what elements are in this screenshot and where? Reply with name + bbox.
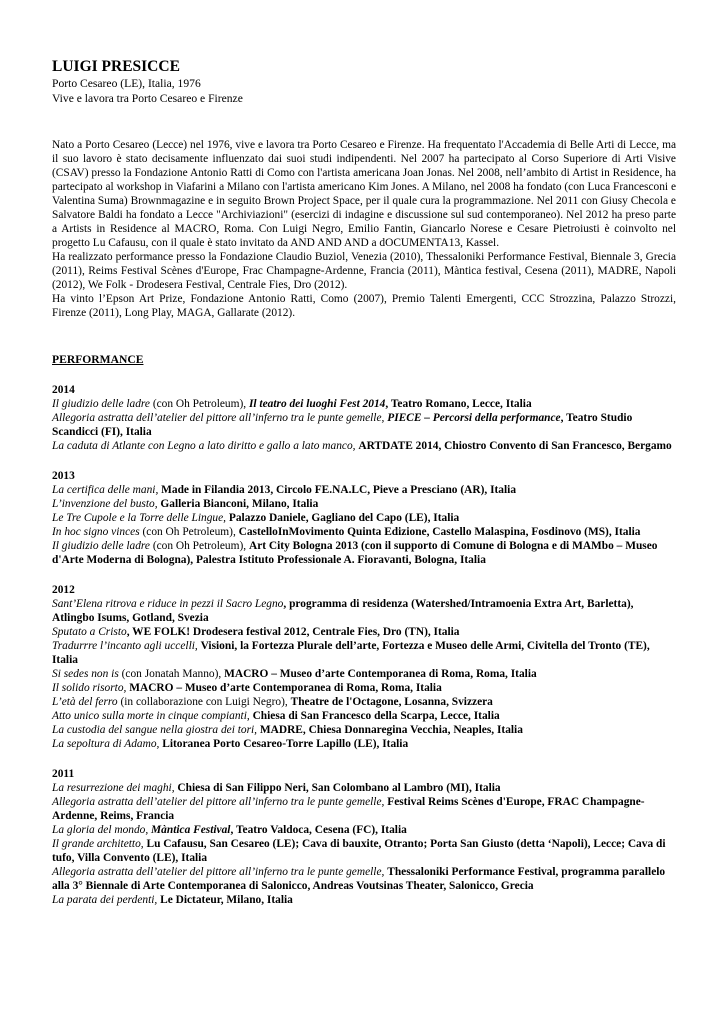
year-heading: 2013 bbox=[52, 470, 75, 482]
entry-text: La caduta di Atlante con Legno a lato diritto e gallo a lato manco, bbox=[52, 440, 359, 452]
performance-entry bbox=[52, 625, 676, 639]
entry-text: Allegoria astratta dell’atelier del pittore all’inferno tra le punte gemelle, bbox=[52, 412, 388, 424]
entry-text: Allegoria astratta dell’atelier del pittore all’inferno tra le punte gemelle, bbox=[52, 866, 388, 878]
performance-entry bbox=[52, 397, 676, 411]
performance-entry bbox=[52, 837, 676, 865]
entry-text: Màntica Festival bbox=[151, 824, 231, 836]
entry-text: , programma di residenza (Watershed/Intramoenia Extra Art, Barletta), Atlingbo Isums, Gotland, Svezia bbox=[52, 598, 634, 624]
entry-text: La custodia del sangue nella giostra dei tori, bbox=[52, 724, 260, 736]
entry-text: Theatre de l'Octagone, Losanna, Svizzera bbox=[290, 696, 493, 708]
performance-entry bbox=[52, 597, 676, 625]
entry-text: Galleria Bianconi, Milano, Italia bbox=[160, 498, 319, 510]
artist-name: LUIGI PRESICCE bbox=[52, 58, 180, 75]
entry-text: MACRO – Museo d’arte Contemporanea di Roma, Roma, Italia bbox=[129, 682, 442, 694]
entry-text: MACRO – Museo d’arte Contemporanea di Roma, Roma, Italia bbox=[224, 668, 537, 680]
year-block-2012 bbox=[52, 583, 676, 751]
performance-entry bbox=[52, 639, 676, 667]
performance-entry bbox=[52, 439, 676, 453]
entry-text: Il grande architetto, bbox=[52, 838, 147, 850]
entry-text: (con Oh Petroleum), bbox=[139, 526, 239, 538]
entry-text: Le Dictateur, Milano, Italia bbox=[160, 894, 293, 906]
section-title-performance: PERFORMANCE bbox=[52, 353, 144, 366]
entry-text: PIECE – Percorsi della performance bbox=[387, 412, 561, 424]
entry-text: Made in Filandia 2013, Circolo FE.NA.LC, Pieve a Presciano (AR), Italia bbox=[161, 484, 517, 496]
entry-text: Allegoria astratta dell’atelier del pittore all’inferno tra le punte gemelle, bbox=[52, 796, 388, 808]
performance-entry bbox=[52, 539, 676, 567]
entry-text: La sepoltura di Adamo, bbox=[52, 738, 163, 750]
entry-text: L’invenzione del busto, bbox=[52, 498, 161, 510]
performance-entry bbox=[52, 667, 676, 681]
performance-entry bbox=[52, 795, 676, 823]
entry-text: Chiesa di San Francesco della Scarpa, Lecce, Italia bbox=[252, 710, 500, 722]
entry-text: Litoranea Porto Cesareo-Torre Lapillo (LE), Italia bbox=[162, 738, 409, 750]
year-heading: 2014 bbox=[52, 384, 75, 396]
entry-text: Sant’Elena ritrova e riduce in pezzi il Sacro Legno bbox=[52, 598, 284, 610]
entry-text: Atto unico sulla morte in cinque compianti, bbox=[52, 710, 253, 722]
year-block-2014 bbox=[52, 383, 676, 453]
year-heading: 2012 bbox=[52, 584, 75, 596]
entry-text: Lu Cafausu, San Cesareo (LE); Cava di bauxite, Otranto; Porta San Giusto (detta ‘Napoli), Lecce; Cava di tufo, Villa Convento (LE), Italia bbox=[52, 838, 666, 864]
performance-entry bbox=[52, 681, 676, 695]
entry-text: Art City Bologna 2013 (con il supporto di Comune di Bologna e di MAMbo – Museo d'Arte Moderna di Bologna), Palestra Istituto Professionale A. Fioravanti, Bologna, Italia bbox=[52, 540, 658, 566]
entry-text: La gloria del mondo, bbox=[52, 824, 152, 836]
entry-text: CastelloInMovimento Quinta Edizione, Castello Malaspina, Fosdinovo (MS), Italia bbox=[238, 526, 641, 538]
entry-text: , Teatro Valdoca, Cesena (FC), Italia bbox=[230, 824, 407, 836]
entry-text: In hoc signo vinces bbox=[52, 526, 140, 538]
entry-text: (con Oh Petroleum), bbox=[149, 540, 249, 552]
performance-entry bbox=[52, 511, 676, 525]
bio-paragraph: Ha realizzato performance presso la Fondazione Claudio Buziol, Venezia (2010), Thessaloniki Performance Festival, Biennale 3, Grecia (2011), Reims Festival Scènes d'Europe, Frac Champagne-Ardenne, Francia (2011), Màntica festival, Cesena (2011), MADRE, Napoli (2012), We Folk - Drodesera Festival, Centrale Fies, Dro (2012). bbox=[52, 251, 676, 291]
performance-entry bbox=[52, 695, 676, 709]
entry-text: MADRE, Chiesa Donnaregina Vecchia, Neaples, Italia bbox=[259, 724, 523, 736]
entry-text: Sputato a Cristo bbox=[52, 626, 127, 638]
birth-info: Porto Cesareo (LE), Italia, 1976 bbox=[52, 77, 201, 90]
entry-text: (con Oh Petroleum), bbox=[149, 398, 249, 410]
year-heading: 2011 bbox=[52, 768, 75, 780]
entry-text: , Teatro Studio Scandicci (FI), Italia bbox=[52, 412, 633, 438]
entry-text: Visioni, la Fortezza Plurale dell’arte, Fortezza e Museo delle Armi, Civitella del Tronto (TE), Italia bbox=[52, 640, 650, 666]
performance-entry bbox=[52, 483, 676, 497]
entry-text: Si sedes non is bbox=[52, 668, 119, 680]
biography bbox=[52, 138, 676, 320]
entry-text: , Teatro Romano, Lecce, Italia bbox=[385, 398, 532, 410]
performance-entry bbox=[52, 723, 676, 737]
entry-text: Le Tre Cupole e la Torre delle Lingue, bbox=[52, 512, 229, 524]
entry-text: ARTDATE 2014, Chiostro Convento di San Francesco, Bergamo bbox=[358, 440, 672, 452]
bio-paragraph: Ha vinto l’Epson Art Prize, Fondazione Antonio Ratti, Como (2007), Premio Talenti Emergenti, CCC Strozzina, Palazzo Strozzi, Firenze (2011), Long Play, MAGA, Gallarate (2012). bbox=[52, 293, 676, 319]
performance-entry bbox=[52, 823, 676, 837]
entry-text: Palazzo Daniele, Gagliano del Capo (LE), Italia bbox=[228, 512, 460, 524]
performance-entry bbox=[52, 525, 676, 539]
residence-info: Vive e lavora tra Porto Cesareo e Firenze bbox=[52, 92, 243, 105]
entry-text: Il teatro dei luoghi Fest 2014 bbox=[248, 398, 386, 410]
cv-document bbox=[52, 58, 676, 907]
performance-entry bbox=[52, 411, 676, 439]
entry-text: Chiesa di San Filippo Neri, San Colombano al Lambro (MI), Italia bbox=[177, 782, 501, 794]
entry-text: (con Jonatah Manno), bbox=[118, 668, 225, 680]
performance-entry bbox=[52, 709, 676, 723]
year-block-2013 bbox=[52, 469, 676, 567]
entry-text: Tradurrre l’incanto agli uccelli, bbox=[52, 640, 201, 652]
entry-text: L’età del ferro bbox=[52, 696, 118, 708]
entry-text: Thessaloniki Performance Festival, programma parallelo alla 3° Biennale di Arte Contemporanea di Salonicco, Andreas Voutsinas Theater, Salonicco, Grecia bbox=[52, 866, 666, 892]
entry-text: La resurrezione dei maghi, bbox=[52, 782, 178, 794]
entry-text: Il giudizio delle ladre bbox=[52, 398, 150, 410]
entry-text: Festival Reims Scènes d'Europe, FRAC Champagne-Ardenne, Reims, Francia bbox=[52, 796, 645, 822]
entry-text: (in collaborazione con Luigi Negro), bbox=[117, 696, 291, 708]
performance-entry bbox=[52, 893, 676, 907]
year-block-2011 bbox=[52, 767, 676, 907]
entry-text: La parata dei perdenti, bbox=[52, 894, 161, 906]
performance-entry bbox=[52, 737, 676, 751]
entry-text: La certifica delle mani, bbox=[52, 484, 162, 496]
performance-entry bbox=[52, 497, 676, 511]
entry-text: , WE FOLK! Drodesera festival 2012, Centrale Fies, Dro (TN), Italia bbox=[126, 626, 460, 638]
performance-entry bbox=[52, 865, 676, 893]
entry-text: Il giudizio delle ladre bbox=[52, 540, 150, 552]
bio-paragraph: Nato a Porto Cesareo (Lecce) nel 1976, vive e lavora tra Porto Cesareo e Firenze. Ha frequentato l'Accademia di Belle Arti di Lecce, ma il suo lavoro è stato decisamente influenzato dai suoi studi indipendenti. Nel 2007 ha partecipato al Corso Superiore di Arti Visive (CSAV) presso la Fondazione Antonio Ratti di Como con l'artista americana Joan Jonas. Nel 2008, nell’ambito di Artist in Residence, ha partecipato al workshop in Viafarini a Milano con l'artista americano Kim Jones. A Milano, nel 2008 ha fondato (con Luca Francesconi e Valentina Suma) Brownmagazine e in seguito Brown Project Space, per il quale cura la programmazione. Nel 2011 con Giusy Checola e Salvatore Baldi ha fondato a Lecce "Archiviazioni" (esercizi di indagine e discussione sul sud contemporaneo). Nel 2012 ha preso parte a Artists in Residence al MACRO, Roma. Con Luigi Negro, Emilio Fantin, Giancarlo Norese e Cesare Pietroiusti è coinvolto nel progetto Lu Cafausu, con il quale è stato invitato da AND AND AND a dOCUMENTA13, Kassel. bbox=[52, 139, 676, 249]
performance-entry bbox=[52, 781, 676, 795]
performance-list bbox=[52, 383, 676, 907]
entry-text: Il solido risorto, bbox=[52, 682, 130, 694]
